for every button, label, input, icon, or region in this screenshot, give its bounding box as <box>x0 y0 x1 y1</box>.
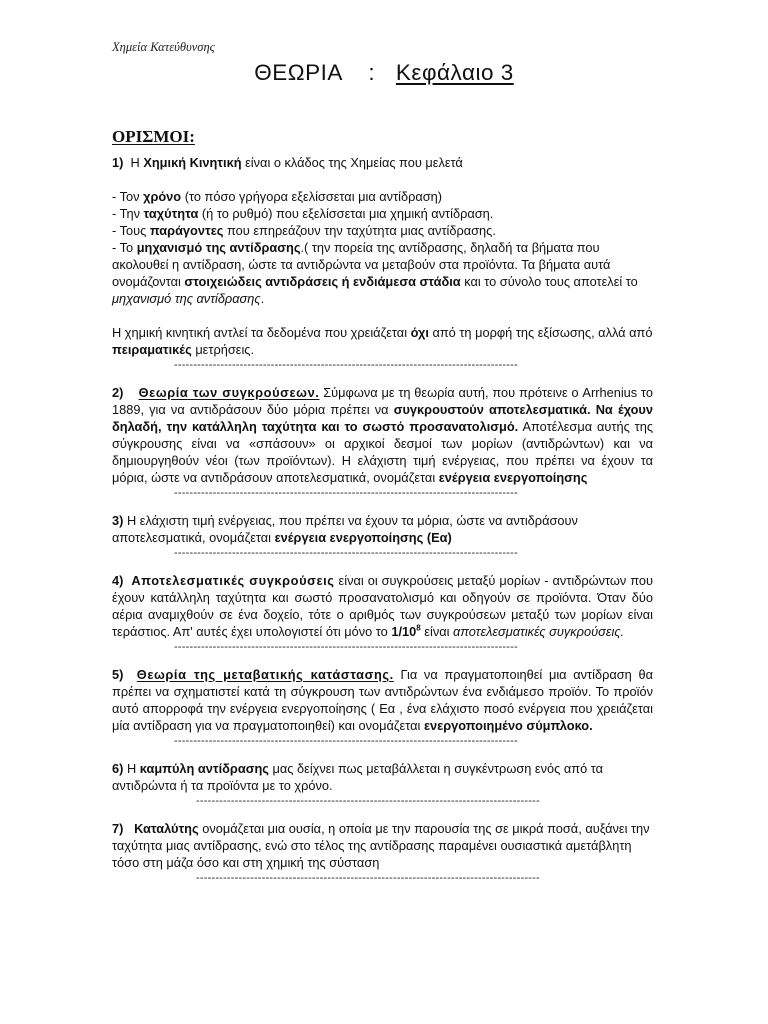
page-title <box>0 60 768 86</box>
collision-theory-term: Θεωρία των συγκρούσεων. <box>138 385 320 400</box>
collision-theory-text: 2) Θεωρία των συγκρούσεων. Σύμφωνα με τη θεωρία αυτή, που πρότεινε ο Arrhenius το 1889, για να αντιδράσουν δύο μόρια πρέπει να συγκρουστούν αποτελεσματικά. Να έχουν δηλαδή, την κατάλληλη ταχύτητα και το σωστό προσανατολισμό. Αποτέλεσμα αυτής της σύγκρουσης είναι να «σπάσουν» οι αρχικοί δεσμοί των μορίων (αντιδρώντων) και να δημιουργηθούν νέοι (των προϊόντων). Η ελάχιστη τιμή ενέργειας, που πρέπει να έχουν τα μόρια, ώστε να αντιδράσουν αποτελεσματικά, ονομάζεται ενέργεια ενεργοποίησης <box>112 385 654 485</box>
kinetics-item-rate: - Την ταχύτητα (ή το ρυθμό) που εξελίσσεται μια χημική αντίδραση. <box>112 206 494 221</box>
definition-7 <box>112 820 653 885</box>
definition-4 <box>112 572 653 654</box>
kinetics-item-mechanism: - Το μηχανισμό της αντίδρασης.( την πορεία της αντίδρασης, δηλαδή τα βήματα που ακολουθεί η αντίδραση, ώστε τα αντιδρώντα να μεταβούν στα προϊόντα. Τα βήματα αυτά ονομάζονται στοιχειώδεις αντιδράσεις ή ενδιάμεσα στάδια και το σύνολο τους αποτελεί το μηχανισμό της αντίδρασης. <box>112 240 638 306</box>
effective-collisions-text: 4) Αποτελεσματικές συγκρούσεις είναι οι συγκρούσεις μεταξύ μορίων - αντιδρώντων που έχουν κατάλληλη ταχύτητα και σωστό προσανατολισμό και οδηγούν σε προϊόντα. Όταν δύο αέρια αναμιχθούν σε ένα δοχείο, τότε ο αριθμός των συγκρούσεων μεταξύ των μορίων είναι τεράστιος. Απ' αυτές έχει υπολογιστεί ότι μόνο το $1/10^8$ είναι αποτελεσματικές συγκρούσεις. <box>112 573 653 639</box>
title-separator: : <box>368 60 376 85</box>
catalyst-term: Καταλύτης <box>134 821 199 836</box>
reaction-curve-text: 6) Η καμπύλη αντίδρασης μας δείχνει πως μεταβάλλεται η συγκέντρωση ενός από τα αντιδρώντα ή τα προϊόντα με το χρόνο. <box>112 761 604 793</box>
document-body <box>112 128 653 897</box>
effective-collisions-term: Αποτελεσματικές συγκρούσεις <box>131 573 335 588</box>
title-chapter: Κεφάλαιο 3 <box>395 60 514 85</box>
kinetics-item-factors: - Τους παράγοντες που επηρεάζουν την ταχύτητα μιας αντίδρασης. <box>112 223 496 238</box>
section-divider: ----------------------------------------------------------------------------------------- <box>174 735 518 747</box>
definition-2 <box>112 384 653 500</box>
title-theory: ΘΕΩΡΙΑ <box>254 60 342 85</box>
definition-1 <box>112 154 653 372</box>
section-divider: ----------------------------------------------------------------------------------------- <box>196 872 540 884</box>
section-divider: ----------------------------------------------------------------------------------------- <box>196 795 540 807</box>
definition-3 <box>112 512 653 560</box>
kinetics-item-time: - Τον χρόνο (το πόσο γρήγορα εξελίσσεται μια αντίδραση) <box>112 189 443 204</box>
definition-5 <box>112 666 653 748</box>
reaction-curve-term: καμπύλη αντίδρασης <box>139 761 269 776</box>
catalyst-text: 7) Καταλύτης ονομάζεται μια ουσία, η οποία με την παρουσία της σε μικρά ποσά, αυξάνει την ταχύτητα μιας αντίδρασης, ενώ στο τέλος της αντίδρασης παραμένει ουσιαστικά αμετάβλητη τόσο στη μάζα όσο και στη χημική της σύσταση <box>112 821 650 870</box>
definition-1-intro: 1) Η Χημική Κινητική είναι ο κλάδος της Χημείας που μελετά <box>112 155 463 170</box>
transition-state-term: Θεωρία της μεταβατικής κατάστασης. <box>136 667 394 682</box>
section-divider: ----------------------------------------------------------------------------------------- <box>174 547 518 559</box>
running-header: Χημεία Κατεύθυνσης <box>112 40 215 54</box>
kinetics-data-note: Η χημική κινητική αντλεί τα δεδομένα που χρειάζεται όχι από τη μορφή της εξίσωσης, αλλά από πειραματικές μετρήσεις. <box>112 325 653 357</box>
activation-energy-text: 3) Η ελάχιστη τιμή ενέργειας, που πρέπει να έχουν τα μόρια, ώστε να αντιδράσουν αποτελεσματικά, ονομάζεται ενέργεια ενεργοποίησης (Εα) <box>112 513 578 545</box>
section-divider: ----------------------------------------------------------------------------------------- <box>174 487 518 499</box>
section-divider: ----------------------------------------------------------------------------------------- <box>174 641 518 653</box>
definitions-heading: ΟΡΙΣΜΟΙ: <box>112 127 195 146</box>
transition-state-text: 5) Θεωρία της μεταβατικής κατάστασης. Για να πραγματοποιηθεί μια αντίδραση θα πρέπει να σχηματιστεί κατά τη σύγκρουση των αντιδρώντων ένα ενδιάμεσο προϊόν. Το προϊόν αυτό απορροφά την ενέργεια ενεργοποίησης ( Εα , ένα ελάχιστο ποσό ενέργεια που χρειάζεται μία αντίδραση για να πραγματοποιηθεί) και ονομάζεται ενεργοποιημένο σύμπλοκο. <box>112 667 653 733</box>
definition-6 <box>112 760 653 808</box>
section-divider: ----------------------------------------------------------------------------------------- <box>174 359 518 371</box>
